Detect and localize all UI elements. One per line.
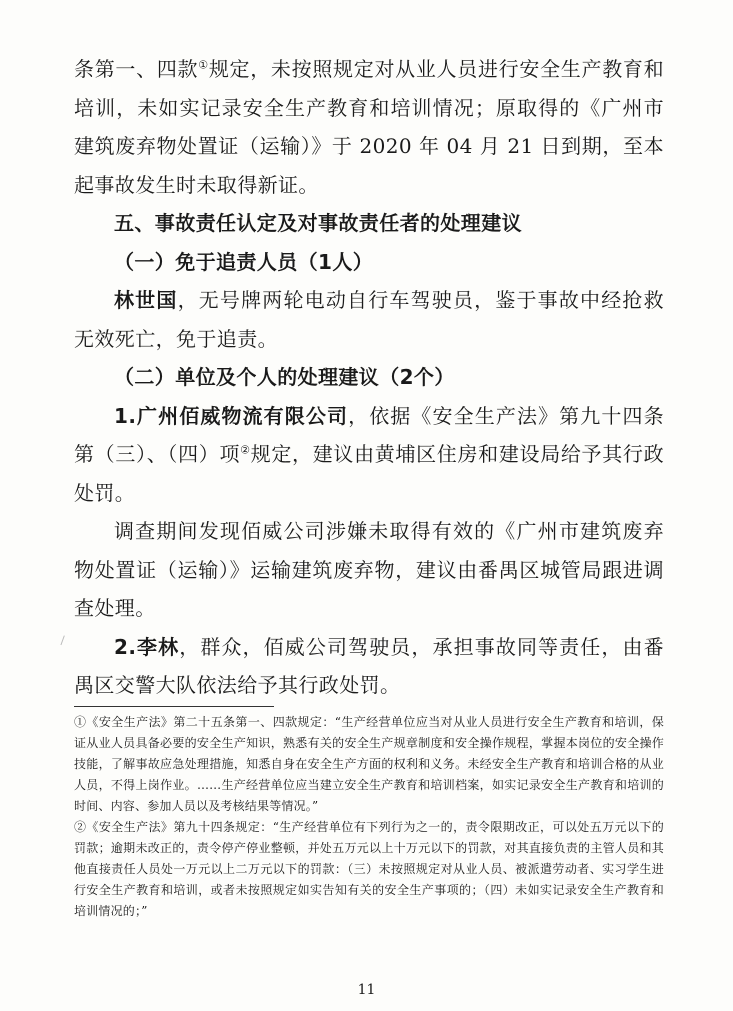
scan-mark [60,635,68,646]
paragraph-li-lin [74,628,664,705]
text-span: 条第一、四款 [74,57,199,81]
text-span: ，无号牌两轮电动自行车驾驶员，鉴于事故中经抢救无效死亡，免于追责。 [74,288,665,351]
footnote-ref-2: ② [240,443,251,457]
footnotes [74,712,664,922]
subsection-heading-1: （一）免于追责人员（1人） [114,249,374,274]
company-name: 1.广州佰威物流有限公司 [114,403,349,428]
section-heading-5: 五、事故责任认定及对事故责任者的处理建议 [114,211,522,235]
text-span: ，群众，佰威公司驾驶员，承担事故同等责任，由番禺区交警大队依法给予其行政处罚。 [74,634,664,697]
paragraph-lin-shiguo [74,281,664,358]
subsection-heading-2: （二）单位及个人的处理建议（2个） [114,365,455,389]
person-name: 林世国 [114,288,178,312]
footnote-ref-1: ① [198,58,209,72]
text-span: 规定，未按照规定对从业人员进行安全生产教育和培训，未如实记录安全生产教育和培训情况；原取得的《广州市建筑废弃物处置证（运输）》于 2020 年 04 月 21 日到期，至本起事故发生时未取得新证。 [74,57,664,197]
paragraph-violation-continued [74,50,664,204]
footnote-2: ②《安全生产法》第九十四条规定：“生产经营单位有下列行为之一的，责令限期改正，可以处五万元以下的罚款；逾期未改正的，责令停产停业整顿，并处五万元以上十万元以下的罚款，对其直接负责的主管人员和其他直接责任人员处一万元以上二万元以下的罚款：（三）未按照规定对从业人员、被派遣劳动者、实习学生进行安全生产教育和培训，或者未按照规定如实告知有关的安全生产事项的；（四）未如实记录安全生产教育和培训情况的；” [74,820,664,918]
page-number: 11 [357,982,376,998]
paragraph-investigation: 调查期间发现佰威公司涉嫌未取得有效的《广州市建筑废弃物处置证（运输）》运输建筑废弃物，建议由番禺区城管局跟进调查处理。 [74,519,664,620]
text-span: ，依据《安全生产法》第九十四条第（三）、（四）项 [74,403,664,466]
paragraph-baiwei-company [74,397,664,513]
person-name: 2.李林 [114,634,180,659]
footnote-divider [74,706,274,707]
body-text [74,50,664,705]
text-span: 规定，建议由黄埔区住房和建设局给予其行政处罚。 [74,442,664,505]
footnote-1: ①《安全生产法》第二十五条第一、四款规定：“生产经营单位应当对从业人员进行安全生产教育和培训，保证从业人员具备必要的安全生产知识，熟悉有关的安全生产规章制度和安全操作规程，掌握本岗位的安全操作技能，了解事故应急处理措施，知悉自身在安全生产方面的权利和义务。未经安全生产教育和培训合格的从业人员，不得上岗作业。……生产经营单位应当建立安全生产教育和培训档案，如实记录安全生产教育和培训的时间、内容、参加人员以及考核结果等情况。” [74,715,664,813]
